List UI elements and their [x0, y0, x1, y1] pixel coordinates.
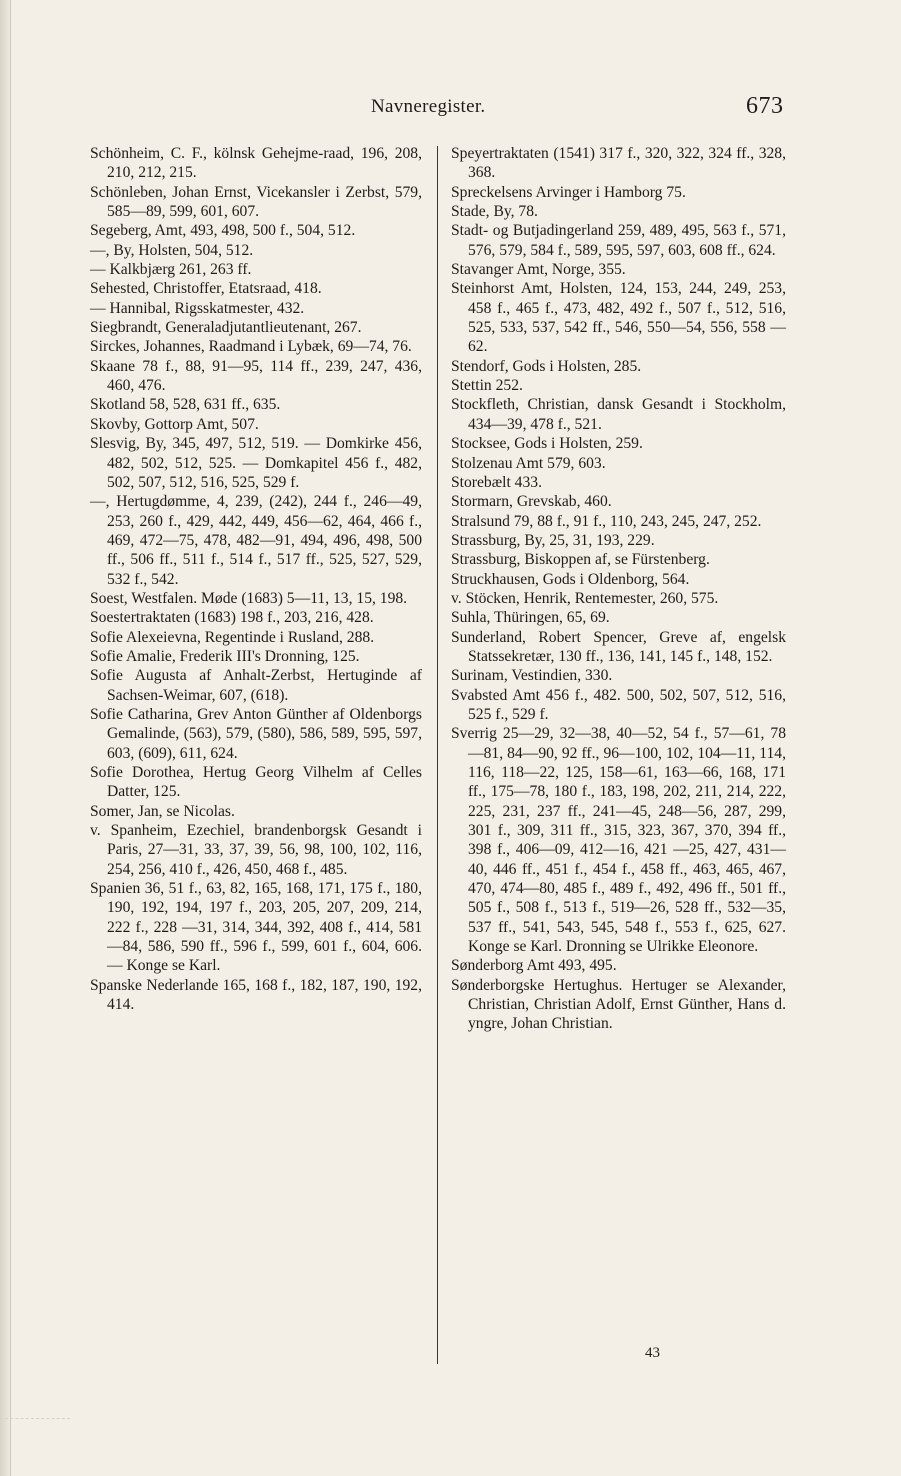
index-entry: Sofie Augusta af Anhalt-Zerbst, Hertuginde af Sachsen-Weimar, 607, (618). [90, 667, 422, 704]
index-entry: Sønderborgske Hertughus. Hertuger se Alexander, Christian, Christian Adolf, Ernst Günther, Hans d. yngre, Johan Christian. [451, 976, 786, 1033]
column-divider [437, 146, 438, 1364]
index-entry: Suhla, Thüringen, 65, 69. [451, 609, 610, 627]
index-entry: — Hannibal, Rigsskatmester, 432. [90, 299, 305, 317]
index-entry: Stettin 252. [451, 377, 523, 395]
index-column-left [90, 144, 422, 1014]
book-spine-edge [0, 0, 11, 1476]
index-entry: Sofie Alexeievna, Regentinde i Rusland, 288. [90, 628, 375, 646]
index-entry: Spreckelsens Arvinger i Hamborg 75. [451, 183, 686, 201]
index-entry: Storebælt 433. [451, 473, 542, 491]
index-entry: Sirckes, Johannes, Raadmand i Lybæk, 69—74, 76. [90, 338, 412, 356]
index-entry: Spanske Nederlande 165, 168 f., 182, 187, 190, 192, 414. [90, 976, 422, 1014]
index-entry: Stade, By, 78. [451, 203, 538, 221]
index-entry: Skovby, Gottorp Amt, 507. [90, 415, 259, 433]
page-number: 673 [746, 93, 784, 119]
index-entry: Somer, Jan, se Nicolas. [90, 802, 235, 820]
index-entry: Skotland 58, 528, 631 ff., 635. [90, 396, 281, 414]
index-entry: Schönheim, C. F., kölnsk Gehejme-raad, 196, 208, 210, 212, 215. [90, 145, 422, 182]
index-entry: Segeberg, Amt, 493, 498, 500 f., 504, 512. [90, 222, 356, 240]
index-entry: Stadt- og Butjadingerland 259, 489, 495, 563 f., 571, 576, 579, 584 f., 589, 595, 597, 603, 608 ff., 624. [451, 222, 786, 259]
index-entry: Schönleben, Johan Ernst, Vicekansler i Zerbst, 579, 585—89, 599, 601, 607. [90, 183, 422, 221]
index-entry: Strassburg, Biskoppen af, se Fürstenberg. [451, 551, 710, 569]
index-entry: Sunderland, Robert Spencer, Greve af, engelsk Statssekretær, 130 ff., 136, 141, 145 f., 148, 152. [451, 628, 786, 665]
printer-signature-mark: 43 [645, 1345, 660, 1361]
index-entry: Stocksee, Gods i Holsten, 259. [451, 435, 643, 453]
index-entry: v. Spanheim, Ezechiel, brandenborgsk Gesandt i Paris, 27—31, 33, 37, 39, 56, 98, 100, 102, 116, 254, 256, 410 f., 426, 450, 468 f., 485. [90, 822, 422, 878]
index-entry: Stavanger Amt, Norge, 355. [451, 261, 626, 279]
index-entry: Surinam, Vestindien, 330. [451, 667, 613, 685]
index-entry: Sofie Dorothea, Hertug Georg Vilhelm af Celles Datter, 125. [90, 764, 422, 801]
index-entry: Strassburg, By, 25, 31, 193, 229. [451, 531, 655, 549]
index-entry: Stralsund 79, 88 f., 91 f., 110, 243, 245, 247, 252. [451, 512, 762, 530]
index-entry: Soest, Westfalen. Møde (1683) 5—11, 13, 15, 198. [90, 589, 408, 607]
index-entry: Speyertraktaten (1541) 317 f., 320, 322, 324 ff., 328, 368. [451, 145, 786, 182]
running-title: Navneregister. [371, 96, 486, 117]
index-entry: —, Hertugdømme, 4, 239, (242), 244 f., 246—49, 253, 260 f., 429, 442, 449, 456—62, 464, 466 f., 469, 472—75, 478, 482—91, 494, 496, 498, 500 ff., 506 ff., 511 f., 514 f., 517 ff., 525, 527, 529, 532 f., 542. [90, 493, 422, 588]
index-entry: Steinhorst Amt, Holsten, 124, 153, 244, 249, 253, 458 f., 465 f., 473, 482, 492 f., 507 f., 512, 516, 525, 533, 537, 542 ff., 546, 550—54, 556, 558 —62. [451, 280, 786, 356]
index-entry: Stendorf, Gods i Holsten, 285. [451, 357, 642, 375]
index-entry: Sønderborg Amt 493, 495. [451, 957, 617, 975]
page-header [0, 93, 901, 126]
index-entry: Stormarn, Grevskab, 460. [451, 493, 612, 511]
index-entry: Sehested, Christoffer, Etatsraad, 418. [90, 280, 322, 298]
index-entry: Sverrig 25—29, 32—38, 40—52, 54 f., 57—61, 78—81, 84—90, 92 ff., 96—100, 102, 104—11, 114, 116, 118—22, 125, 158—61, 163—66, 168, 171 ff., 175—78, 180 f., 183, 198, 202, 211, 214, 222, 225, 231, 237 ff., 241—45, 248—56, 287, 299, 301 f., 309, 311 ff., 315, 323, 367, 370, 394 ff., 398 f., 406—09, 412—16, 421 —25, 427, 431—40, 446 ff., 451 f., 454 f., 458 ff., 463, 465, 467, 470, 474—80, 485 f., 489 f., 492, 496 ff., 501 ff., 505 f., 508 f., 513 f., 519—26, 528 ff., 532—35, 537 ff., 541, 543, 545, 548 f., 553 f., 625, 627. Konge se Karl. Dronning se Ulrikke Eleonore. [451, 725, 786, 956]
page-corner-crease [0, 1418, 70, 1459]
index-column-right [451, 144, 786, 1034]
index-entry: Sofie Catharina, Grev Anton Günther af Oldenborgs Gemalinde, (563), 579, (580), 586, 589, 595, 597, 603, (609), 611, 624. [90, 705, 422, 762]
index-entry: Sofie Amalie, Frederik III's Dronning, 125. [90, 647, 360, 665]
index-entry: Stockfleth, Christian, dansk Gesandt i Stockholm, 434—39, 478 f., 521. [451, 396, 786, 433]
index-entry: — Kalkbjærg 261, 263 ff. [90, 261, 252, 279]
index-entry: Spanien 36, 51 f., 63, 82, 165, 168, 171, 175 f., 180, 190, 192, 194, 197 f., 203, 205, 207, 209, 214, 222 f., 228 —31, 314, 344, 392, 408 f., 414, 581 —84, 586, 590 ff., 596 f., 599, 601 f., 604, 606. — Konge se Karl. [90, 880, 422, 975]
index-entry: —, By, Holsten, 504, 512. [90, 241, 254, 259]
index-entry: Struckhausen, Gods i Oldenborg, 564. [451, 570, 690, 588]
index-entry: Stolzenau Amt 579, 603. [451, 454, 606, 472]
index-entry: Svabsted Amt 456 f., 482. 500, 502, 507, 512, 516, 525 f., 529 f. [451, 686, 786, 723]
index-entry: Skaane 78 f., 88, 91—95, 114 ff., 239, 247, 436, 460, 476. [90, 357, 422, 395]
index-entry: Soestertraktaten (1683) 198 f., 203, 216, 428. [90, 609, 374, 627]
index-entry: Siegbrandt, Generaladjutantlieutenant, 267. [90, 319, 362, 337]
index-entry: Slesvig, By, 345, 497, 512, 519. — Domkirke 456, 482, 502, 512, 525. — Domkapitel 456 f., 482, 502, 507, 512, 516, 525, 529 f. [90, 435, 422, 491]
index-entry: v. Stöcken, Henrik, Rentemester, 260, 575. [451, 589, 719, 607]
